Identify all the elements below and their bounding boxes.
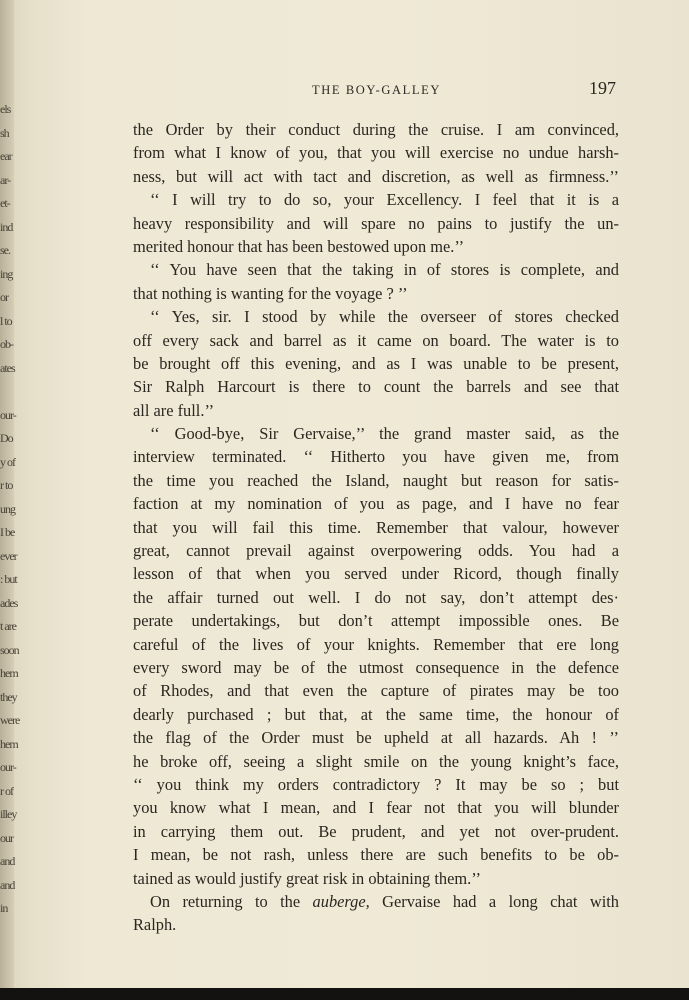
text-line: he broke off, seeing a slight smile on the young knight’s face, (133, 751, 619, 771)
text-line: be brought off this evening, and as I was unable to be present, (133, 353, 619, 373)
text-line: Sir Ralph Harcourt is there to count the barrels and see that (133, 377, 619, 397)
text-line: perate undertakings, but don’t attempt impossible ones. Be (133, 611, 619, 631)
margin-fragment: I be (0, 525, 15, 539)
text-line: ‘‘ you think my orders contradictory ? It may be so ; but (133, 774, 619, 794)
text-line: merited honour that has been bestowed upon me.’’ (133, 236, 465, 256)
page-header (0, 80, 689, 100)
margin-fragment: Do (0, 431, 13, 445)
text-line: the affair turned out well. I do not say, don’t attempt des· (133, 587, 619, 607)
margin-fragment: r to (0, 478, 13, 492)
text-line (133, 890, 619, 913)
text-line: I mean, be not rash, unless there are such benefits to be ob- (133, 845, 619, 865)
margin-fragment: or (0, 290, 8, 304)
margin-fragment: and (0, 877, 15, 892)
text-line: interview terminated. ‘‘ Hitherto you have given me, from (133, 447, 619, 467)
text-line: faction at my nomination of you as page, and I have no fear (133, 494, 619, 514)
text-line: great, cannot prevail against overpowering odds. You had a (133, 541, 619, 561)
margin-fragment: illey (0, 807, 17, 821)
margin-fragment: ear (0, 149, 12, 163)
text-line: in carrying them out. Be prudent, and yet not over-prudent. (133, 821, 619, 841)
margin-fragment: els (0, 102, 11, 116)
margin-fragment: t are (0, 619, 16, 633)
margin-fragment: hem (0, 666, 18, 680)
paragraph-continuation: Gervaise had a long chat with (369, 891, 619, 911)
margin-fragment: ar- (0, 172, 11, 187)
margin-fragment: and (0, 854, 15, 868)
margin-fragment: hem (0, 736, 18, 751)
margin-fragment: they (0, 689, 17, 704)
text-line: every sword may be of the utmost consequence in the defence (133, 657, 619, 677)
text-line: careful of the lives of your knights. Remember that ere long (133, 634, 619, 654)
margin-fragment: ates (0, 360, 15, 375)
margin-fragment: l to (0, 313, 12, 328)
text-line: all are full.’’ (133, 400, 215, 420)
text-line: lesson of that when you served under Ricord, though finally (133, 564, 619, 584)
margin-fragment: our- (0, 760, 16, 774)
paragraph-lead: On returning to the (150, 891, 313, 911)
text-line: tained as would justify great risk in obtaining them.’’ (133, 868, 481, 888)
margin-fragment: our (0, 830, 13, 845)
text-line: from what I know of you, that you will exercise no undue harsh- (133, 143, 619, 163)
margin-fragment: : but (0, 572, 17, 586)
scan-edge (0, 988, 689, 1000)
text-line: ‘‘ You have seen that the taking in of stores is complete, and (150, 260, 619, 280)
margin-fragment: y of (0, 454, 15, 469)
margin-fragment: et- (0, 196, 10, 210)
text-line: heavy responsibility and will spare no pains to justify the un- (133, 213, 619, 233)
italic-word: auberge, (312, 891, 370, 911)
text-line: off every sack and barrel as it came on board. The water is to (133, 330, 619, 350)
text-line: ‘‘ I will try to do so, your Excellency. I feel that it is a (150, 190, 619, 210)
margin-fragment: our- (0, 407, 16, 422)
margin-fragment: ind (0, 219, 13, 234)
margin-fragment: were (0, 713, 20, 727)
running-head: THE BOY-GALLEY (312, 83, 441, 97)
text-line: ‘‘ Good-bye, Sir Gervaise,’’ the grand master said, as the (150, 424, 619, 444)
margin-fragment: sh (0, 125, 9, 140)
text-line: you know what I mean, and I fear not that you will blunder (133, 798, 619, 818)
text-line: of Rhodes, and that even the capture of pirates may be too (133, 681, 619, 701)
text-line: the flag of the Order must be upheld at all hazards. Ah ! ’’ (133, 728, 619, 748)
body-text (133, 118, 619, 937)
facing-page-margin-text (0, 98, 20, 921)
margin-fragment: ades (0, 595, 18, 610)
margin-fragment (0, 380, 14, 404)
margin-fragment: se. (0, 243, 10, 257)
text-line: dearly purchased ; but that, at the same time, the honour of (133, 704, 619, 724)
margin-fragment: ung (0, 501, 15, 516)
margin-fragment: in (0, 901, 8, 915)
text-line: the time you reached the Island, naught but reason for satis- (133, 470, 619, 490)
margin-fragment: r of (0, 783, 13, 798)
margin-fragment: ing (0, 266, 13, 281)
margin-fragment: ever (0, 548, 17, 563)
text-line: ‘‘ Yes, sir. I stood by while the overseer of stores checked (150, 307, 619, 327)
text-line: the Order by their conduct during the cruise. I am convinced, (133, 120, 619, 139)
page-number: 197 (589, 78, 616, 98)
text-line: ness, but will act with tact and discretion, as well as firmness.’’ (133, 166, 619, 186)
text-line: that you will fail this time. Remember that valour, however (133, 517, 619, 537)
margin-fragment: ob- (0, 337, 13, 351)
text-line: Ralph. (133, 915, 177, 935)
margin-fragment: soon (0, 642, 19, 657)
text-line: that nothing is wanting for the voyage ? ’’ (133, 283, 408, 303)
